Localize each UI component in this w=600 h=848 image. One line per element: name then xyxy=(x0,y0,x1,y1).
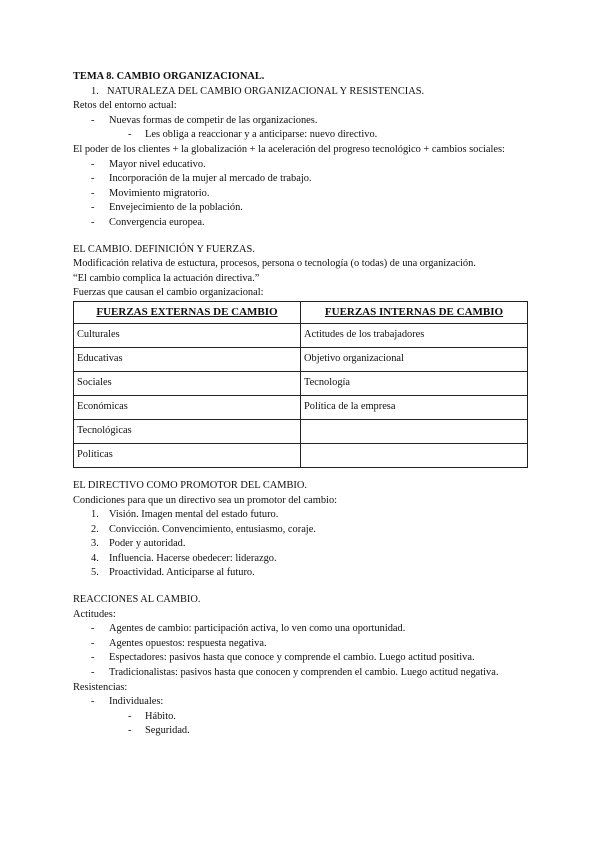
table-cell: Económicas xyxy=(74,395,301,419)
table-cell xyxy=(301,443,528,467)
external-forces-header: FUERZAS EXTERNAS DE CAMBIO xyxy=(74,301,301,323)
section3-intro: Condiciones para que un directivo sea un promotor del cambio: xyxy=(73,494,338,506)
document-title: TEMA 8. CAMBIO ORGANIZACIONAL. xyxy=(73,71,265,82)
spacer xyxy=(73,231,528,243)
resistencias-label: Resistencias: xyxy=(73,681,128,693)
table-cell: Políticas xyxy=(74,443,301,467)
section3-heading: EL DIRECTIVO COMO PROMOTOR DEL CAMBIO. xyxy=(73,479,307,491)
item-text: Proactividad. Anticiparse al futuro. xyxy=(109,567,255,579)
retos-sublist xyxy=(73,128,528,143)
actitudes-label: Actitudes: xyxy=(73,608,116,620)
table-row xyxy=(74,323,528,347)
list-item xyxy=(73,537,528,552)
section1-heading-text: NATURALEZA DEL CAMBIO ORGANIZACIONAL Y RESISTENCIAS. xyxy=(107,85,425,97)
resistencias-list xyxy=(73,695,528,710)
item-number: 5. xyxy=(91,567,99,579)
table-cell: Sociales xyxy=(74,371,301,395)
list-item: - Hábito. xyxy=(73,710,528,725)
table-cell: Tecnología xyxy=(301,371,528,395)
spacer xyxy=(73,581,528,593)
item-number: 3. xyxy=(91,538,99,550)
retos-list xyxy=(73,114,528,129)
list-item: - Individuales: xyxy=(73,695,528,710)
table-header-row xyxy=(74,301,528,323)
item-text: Visión. Imagen mental del estado futuro. xyxy=(109,509,279,521)
retos-label: Retos del entorno actual: xyxy=(73,100,177,112)
list-item: - Les obliga a reaccionar y a anticiparse: nuevo directivo. xyxy=(73,128,528,143)
list-item xyxy=(73,508,528,523)
section2-heading: EL CAMBIO. DEFINICIÓN Y FUERZAS. xyxy=(73,243,255,255)
section4-heading: REACCIONES AL CAMBIO. xyxy=(73,594,201,606)
table-row xyxy=(74,371,528,395)
item-number: 1. xyxy=(91,509,99,521)
item-text: Influencia. Hacerse obedecer: liderazgo. xyxy=(109,552,277,564)
section2-quote: “El cambio complica la actuación directiva.” xyxy=(73,272,260,284)
list-item: - Agentes de cambio: participación activa, lo ven como una oportunidad. xyxy=(73,622,528,637)
list-item: - Incorporación de la mujer al mercado de trabajo. xyxy=(73,172,528,187)
actitudes-list xyxy=(73,622,528,680)
table-cell xyxy=(301,419,528,443)
list-item: - Movimiento migratorio. xyxy=(73,187,528,202)
document-page xyxy=(73,70,528,739)
list-item: - Envejecimiento de la población. xyxy=(73,201,528,216)
list-item xyxy=(73,566,528,581)
internal-forces-header: FUERZAS INTERNAS DE CAMBIO xyxy=(301,301,528,323)
list-item: - Mayor nivel educativo. xyxy=(73,158,528,173)
table-row xyxy=(74,347,528,371)
section2-line3: Fuerzas que causan el cambio organizacional: xyxy=(73,287,264,299)
item-text: Poder y autoridad. xyxy=(109,538,186,550)
section2-line1: Modificación relativa de estuctura, procesos, persona o tecnología (o todas) de una organización. xyxy=(73,258,476,270)
item-text: Convicción. Convencimiento, entusiasmo, coraje. xyxy=(109,523,316,535)
section1-heading xyxy=(73,85,528,100)
list-item: - Tradicionalistas: pasivos hasta que conocen y comprenden el cambio. Luego actitud negativa. xyxy=(73,666,528,681)
table-row xyxy=(74,443,528,467)
cambios-list xyxy=(73,158,528,231)
individuales-list xyxy=(73,710,528,739)
table-cell: Actitudes de los trabajadores xyxy=(301,323,528,347)
list-item xyxy=(73,552,528,567)
table-cell: Política de la empresa xyxy=(301,395,528,419)
spacer xyxy=(73,468,528,479)
section1-number: 1. xyxy=(91,85,99,97)
table-cell: Tecnológicas xyxy=(74,419,301,443)
table-cell: Culturales xyxy=(74,323,301,347)
list-item: - Convergencia europea. xyxy=(73,216,528,231)
table-cell: Educativas xyxy=(74,347,301,371)
item-number: 4. xyxy=(91,552,99,564)
table-row xyxy=(74,419,528,443)
list-item: - Agentes opuestos: respuesta negativa. xyxy=(73,637,528,652)
list-item: - Espectadores: pasivos hasta que conoce y comprende el cambio. Luego actitud positiva. xyxy=(73,651,528,666)
list-item: - Seguridad. xyxy=(73,724,528,739)
list-item: - Nuevas formas de competir de las organizaciones. xyxy=(73,114,528,129)
forces-table xyxy=(73,301,528,468)
section1-paragraph: El poder de los clientes + la globalización + la aceleración del progreso tecnológico + cambios sociales: xyxy=(73,143,505,155)
item-number: 2. xyxy=(91,523,99,535)
table-cell: Objetivo organizacional xyxy=(301,347,528,371)
conditions-list xyxy=(73,508,528,581)
list-item xyxy=(73,523,528,538)
table-row xyxy=(74,395,528,419)
